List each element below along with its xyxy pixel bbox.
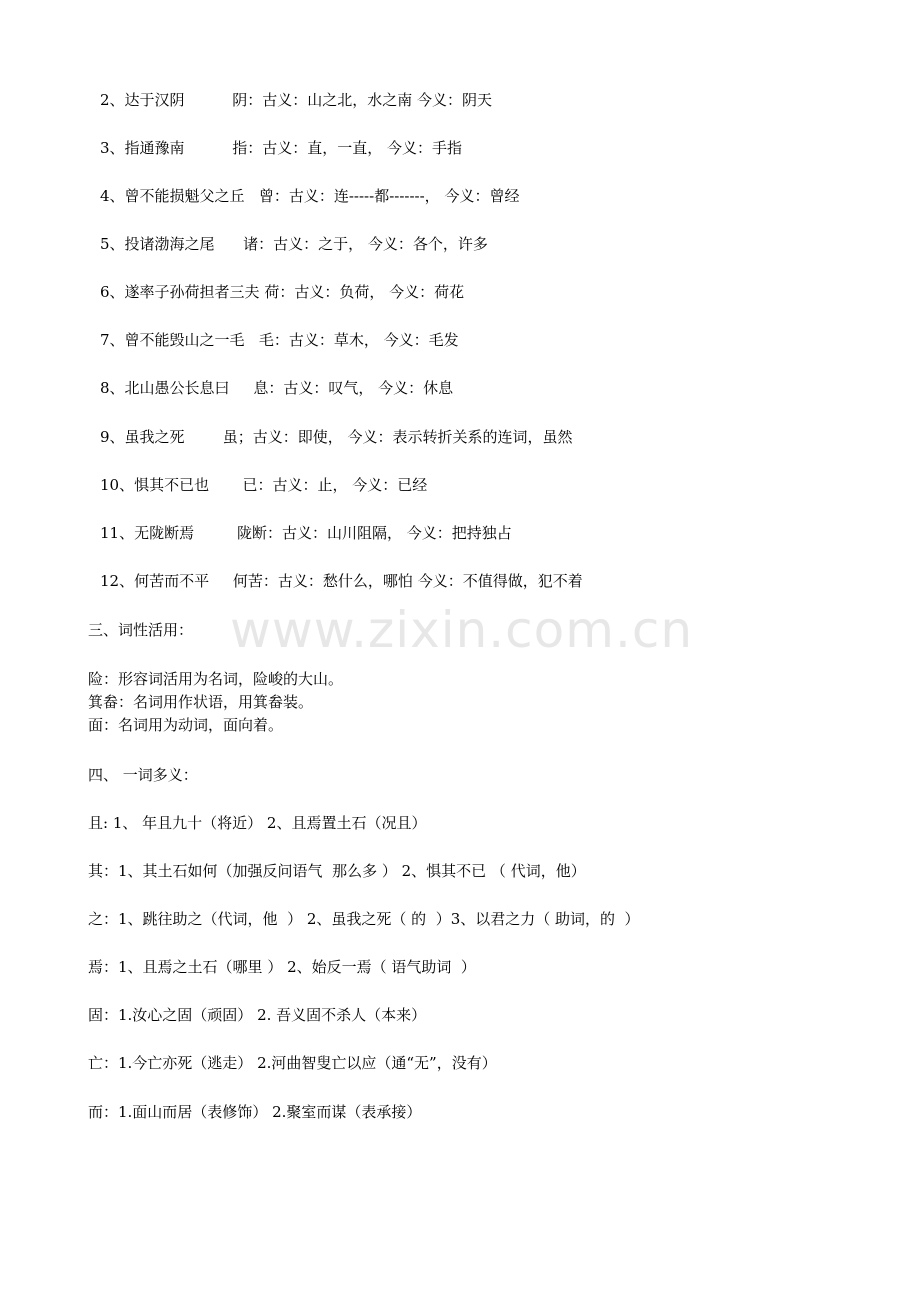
list-item: 而：1.面山而居（表修饰） 2.聚室而谋（表承接） [88, 1103, 422, 1121]
section-heading: 四、 一词多义： [88, 766, 198, 784]
list-item: 4、曾不能损魁父之丘 曾：古义：连-----都-------， 今义：曾经 [100, 187, 520, 205]
list-item: 其：1、其土石如何（加强反问语气 那么多 ） 2、惧其不已 （ 代词，他） [88, 862, 586, 880]
list-item: 9、虽我之死 虽；古义：即使， 今义：表示转折关系的连词，虽然 [100, 428, 573, 446]
list-item: 之：1、跳往助之（代词，他 ） 2、虽我之死（ 的 ）3、以君之力（ 助词，的 ） [88, 910, 640, 928]
list-item: 且: 1、 年且九十（将近） 2、且焉置土石（况且） [88, 814, 427, 832]
watermark: www.zixin.com.cn [230, 601, 694, 659]
list-item: 6、遂率子孙荷担者三夫 荷：古义：负荷， 今义：荷花 [100, 283, 465, 301]
list-item: 5、投诸渤海之尾 诸：古义：之于， 今义：各个，许多 [100, 235, 488, 253]
list-item: 2、达于汉阴 阴：古义：山之北，水之南 今义：阴天 [100, 91, 492, 109]
list-item: 10、惧其不已也 已：古义：止， 今义：已经 [100, 476, 428, 494]
list-item: 7、曾不能毁山之一毛 毛：古义：草木， 今义：毛发 [100, 331, 459, 349]
list-item: 焉：1、且焉之土石（哪里 ） 2、始反一焉（ 语气助词 ） [88, 958, 476, 976]
list-item: 面：名词用为动词，面向着。 [88, 716, 284, 734]
list-item: 箕畚：名词用作状语，用箕畚装。 [88, 693, 314, 711]
section-heading: 三、词性活用： [88, 621, 194, 639]
list-item: 8、北山愚公长息曰 息：古义：叹气， 今义：休息 [100, 379, 454, 397]
list-item: 11、无陇断焉 陇断：古义：山川阻隔， 今义：把持独占 [100, 524, 512, 542]
list-item: 亡：1.今亡亦死（逃走） 2.河曲智叟亡以应（通“无”，没有） [88, 1054, 497, 1072]
list-item: 险：形容词活用为名词，险峻的大山。 [88, 670, 344, 688]
list-item: 12、何苦而不平 何苦：古义：愁什么，哪怕 今义：不值得做，犯不着 [100, 572, 583, 590]
list-item: 固：1.汝心之固（顽固） 2. 吾义固不杀人（本来） [88, 1006, 427, 1024]
list-item: 3、指通豫南 指：古义：直，一直， 今义：手指 [100, 139, 462, 157]
